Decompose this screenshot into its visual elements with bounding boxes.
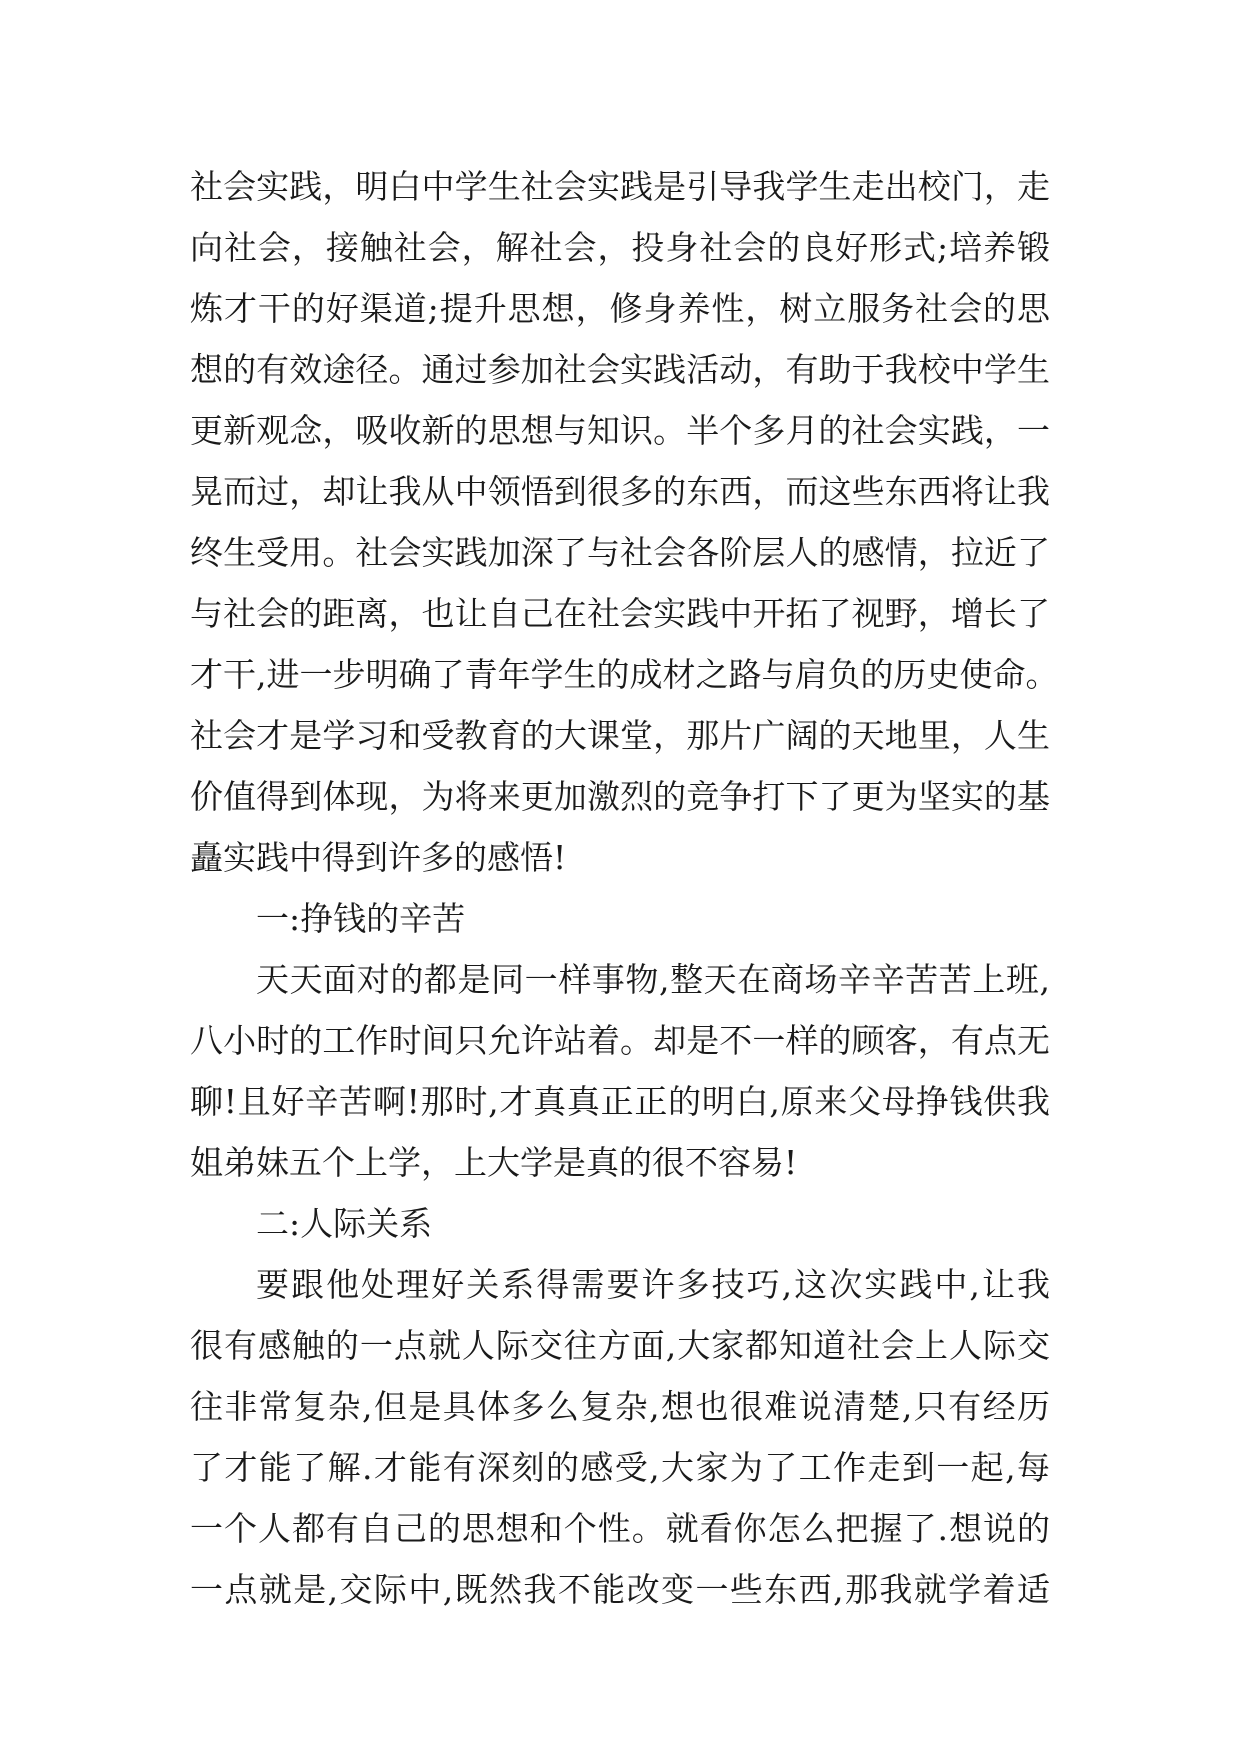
paragraph-line: 社会实践，明白中学生社会实践是引导我学生走出校门，走 — [190, 167, 1050, 206]
paragraph-line: 姐弟妹五个上学，上大学是真的很不容易! — [190, 1143, 798, 1182]
paragraph-line: 矗实践中得到许多的感悟! — [190, 838, 567, 877]
paragraph-line: 想的有效途径。通过参加社会实践活动，有助于我校中学生 — [190, 350, 1050, 389]
paragraph-line: 向社会，接触社会，解社会，投身社会的良好形式;培养锻 — [190, 228, 1050, 267]
paragraph-line: 很有感触的一点就人际交往方面,大家都知道社会上人际交 — [190, 1326, 1050, 1365]
paragraph-line: 往非常复杂,但是具体多么复杂,想也很难说清楚,只有经历 — [190, 1387, 1050, 1426]
paragraph-line: 晃而过，却让我从中领悟到很多的东西，而这些东西将让我 — [190, 472, 1050, 511]
paragraph-line: 了才能了解.才能有深刻的感受,大家为了工作走到一起,每 — [190, 1448, 1050, 1487]
paragraph-line: 聊!且好辛苦啊!那时,才真真正正的明白,原来父母挣钱供我 — [190, 1082, 1050, 1121]
paragraph-line: 天天面对的都是同一样事物,整天在商场辛辛苦苦上班, — [256, 960, 1050, 999]
section-heading: 二:人际关系 — [256, 1204, 433, 1243]
paragraph-line: 社会才是学习和受教育的大课堂，那片广阔的天地里，人生 — [190, 716, 1050, 755]
paragraph-line: 一个人都有自己的思想和个性。就看你怎么把握了.想说的 — [190, 1509, 1050, 1548]
section-heading: 一:挣钱的辛苦 — [256, 899, 466, 938]
body-text — [190, 156, 1059, 1620]
paragraph-line: 才干,进一步明确了青年学生的成材之路与肩负的历史使命。 — [190, 655, 1059, 694]
paragraph-line: 与社会的距离，也让自己在社会实践中开拓了视野，增长了 — [190, 594, 1050, 633]
paragraph-line: 八小时的工作时间只允许站着。却是不一样的顾客，有点无 — [190, 1021, 1050, 1060]
paragraph-line: 要跟他处理好关系得需要许多技巧,这次实践中,让我 — [256, 1265, 1050, 1304]
paragraph-line: 价值得到体现，为将来更加激烈的竞争打下了更为坚实的基 — [190, 777, 1050, 816]
paragraph-line: 炼才干的好渠道;提升思想，修身养性，树立服务社会的思 — [190, 289, 1050, 328]
paragraph-line: 一点就是,交际中,既然我不能改变一些东西,那我就学着适 — [190, 1570, 1050, 1609]
paragraph-line: 终生受用。社会实践加深了与社会各阶层人的感情，拉近了 — [190, 533, 1050, 572]
paragraph-line: 更新观念，吸收新的思想与知识。半个多月的社会实践，一 — [190, 411, 1050, 450]
